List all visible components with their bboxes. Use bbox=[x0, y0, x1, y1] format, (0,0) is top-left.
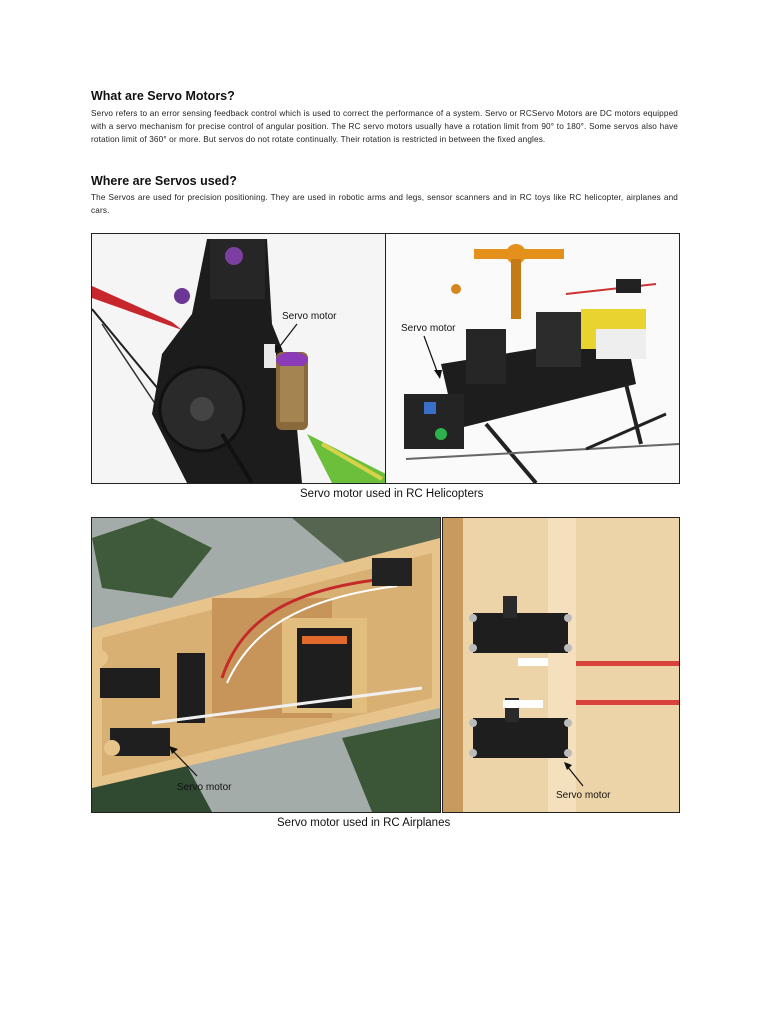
airplane-left-servo-label: Servo motor bbox=[177, 782, 232, 793]
section-paragraph-servo-definition: Servo refers to an error sensing feedback control which is used to correct the performance of a system. Servo or RCServo Motors are DC motors equipped with a servo mechanism for precise control of angular position. The RC servo motors usually have a rotation limit from 90° to 180°. Some servos also have rotation limit of 360° or more. But servos do not rotate continually. Their rotation is restricted in between the fixed angles. bbox=[91, 109, 678, 144]
section-heading-where-used: Where are Servos used? bbox=[91, 174, 237, 188]
helicopter-left-servo-label: Servo motor bbox=[282, 311, 337, 322]
airplane-photo-left bbox=[91, 517, 441, 813]
figure-caption-airplanes: Servo motor used in RC Airplanes bbox=[277, 817, 451, 829]
helicopter-photo-right bbox=[385, 233, 680, 484]
section-heading-what-are-servos: What are Servo Motors? bbox=[91, 89, 235, 103]
airplane-photo-right bbox=[442, 517, 680, 813]
helicopter-right-servo-label: Servo motor bbox=[401, 323, 456, 334]
airplane-right-servo-label: Servo motor bbox=[556, 790, 611, 801]
helicopter-photo-left bbox=[91, 233, 387, 484]
figure-caption-helicopters: Servo motor used in RC Helicopters bbox=[300, 488, 484, 500]
section-paragraph-servo-uses: The Servos are used for precision positioning. They are used in robotic arms and legs, sensor scanners and in RC toys like RC helicopter, airplanes and cars. bbox=[91, 193, 678, 215]
